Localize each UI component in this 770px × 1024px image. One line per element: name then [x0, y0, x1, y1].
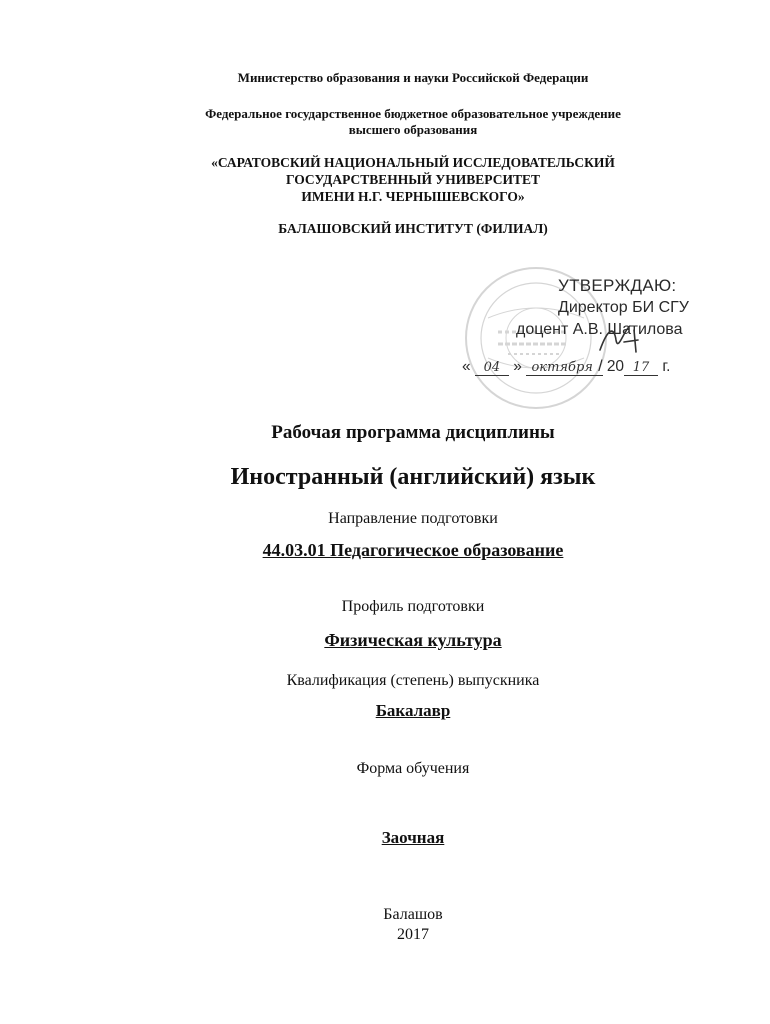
- study-form-value: Заочная: [381, 828, 445, 847]
- city: Балашов: [383, 906, 443, 923]
- profile-label: Профиль подготовки: [341, 598, 485, 615]
- qualification-label: Квалификация (степень) выпускника: [286, 672, 540, 689]
- direction-value: 44.03.01 Педагогическое образование: [262, 540, 564, 560]
- date-close-quote: »: [513, 358, 522, 375]
- approval-name: доцент А.В. Шатилова: [516, 321, 683, 338]
- institution-type-line-2: высшего образования: [348, 122, 478, 137]
- study-form-label: Форма обучения: [356, 760, 470, 777]
- approval-title: УТВЕРЖДАЮ:: [558, 276, 677, 295]
- date-year-suffix: 17: [624, 360, 658, 376]
- university-name-line-3: ИМЕНИ Н.Г. ЧЕРНЫШЕВСКОГО»: [301, 189, 525, 204]
- institution-type-line-1: Федеральное государственное бюджетное образовательное учреждение: [205, 106, 621, 121]
- date-month: октября: [526, 360, 598, 376]
- date-year-unit: г.: [662, 358, 671, 375]
- ministry-line: Министерство образования и науки Российской Федерации: [237, 70, 589, 85]
- approval-role: Директор БИ СГУ: [558, 299, 689, 316]
- date-day: 04: [475, 360, 509, 376]
- university-name-line-2: ГОСУДАРСТВЕННЫЙ УНИВЕРСИТЕТ: [286, 172, 540, 187]
- university-name-line-1: «САРАТОВСКИЙ НАЦИОНАЛЬНЫЙ ИССЛЕДОВАТЕЛЬСКИЙ: [211, 155, 615, 170]
- date-open-quote: «: [462, 358, 471, 375]
- approval-block: [458, 258, 718, 418]
- qualification-value: Бакалавр: [375, 701, 451, 720]
- direction-label: Направление подготовки: [328, 510, 498, 527]
- date-year-prefix: 20: [606, 358, 625, 375]
- signature-icon: [594, 320, 654, 360]
- program-title: Рабочая программа дисциплины: [271, 422, 555, 443]
- approval-date: « 04 » октября / 20 17 г.: [462, 358, 671, 375]
- branch-name: БАЛАШОВСКИЙ ИНСТИТУТ (ФИЛИАЛ): [278, 221, 548, 236]
- year: 2017: [397, 926, 429, 943]
- discipline-name: Иностранный (английский) язык: [230, 464, 596, 490]
- profile-value: Физическая культура: [324, 630, 502, 650]
